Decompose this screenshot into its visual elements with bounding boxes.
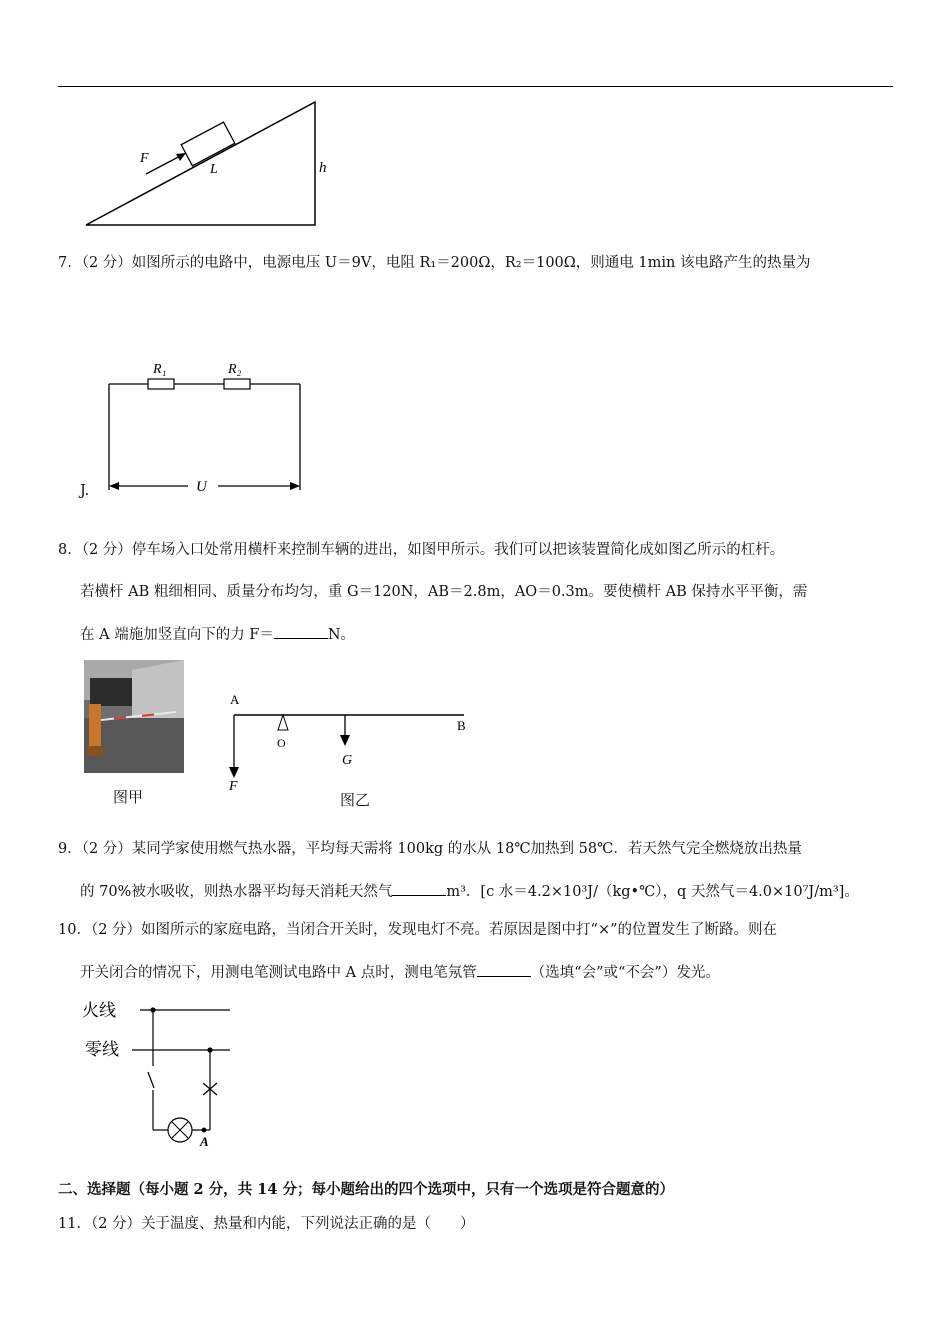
label-f: F [229,779,238,794]
lever-figure [222,688,472,794]
label-l: L [210,162,218,177]
q7-text: 7．（2 分）如图所示的电路中，电源电压 U＝9V，电阻 R₁＝200Ω，R₂＝100Ω，则通电 1min 该电路产生的热量为 [58,255,811,271]
label-u: U [196,479,207,495]
q11-text: 11．（2 分）关于温度、热量和内能，下列说法正确的是（ ） [58,1216,475,1232]
label-neutral: 零线 [85,1040,119,1060]
label-a: A [200,1134,209,1149]
household-circuit [80,994,240,1152]
incline-triangle [86,102,315,225]
switch [148,1072,154,1088]
resistor-r1 [148,379,174,389]
label-b: B [457,718,466,733]
label-a: A [230,692,240,707]
label-r1: R₁ [153,362,167,377]
incline-figure [80,96,340,232]
force-f-arrowhead [229,767,239,778]
u-arrow-right [290,482,300,490]
point-a [202,1128,207,1133]
q8-line3: 在 A 端施加竖直向下的力 F＝ N。 [80,624,355,645]
resistor-r2 [224,379,250,389]
force-g-arrowhead [340,735,350,746]
q10-line2: 开关闭合的情况下，用测电笔测试电路中 A 点时，测电笔氖管 （选填“会”或“不会”）发光。 [80,962,720,983]
label-f: F [140,151,149,166]
q8-line1: 8．（2 分）停车场入口处常用横杆来控制车辆的进出，如图甲所示。我们可以把该装置简化成如图乙所示的杠杆。 [58,542,785,558]
q10-line1: 10．（2 分）如图所示的家庭电路，当闭合开关时，发现电灯不亮。若原因是图中打“×”的位置发生了断路。则在 [58,922,778,938]
answer-blank[interactable] [392,881,446,896]
label-live: 火线 [82,1001,116,1021]
q8-line2: 若横杆 AB 粗细相同、质量分布均匀，重 G＝120N，AB＝2.8m，AO＝0.3m。要使横杆 AB 保持水平平衡，需 [80,584,808,600]
fig-jia-caption: 图甲 [113,788,144,806]
answer-blank[interactable] [274,624,328,639]
q9-line2: 的 70%被水吸收，则热水器平均每天消耗天然气 m³．[c 水＝4.2×10³J/（kg•℃），q 天然气＝4.0×10⁷J/m³]。 [80,881,859,902]
q9-line1: 9．（2 分）某同学家使用燃气热水器，平均每天需将 100kg 的水从 18℃加热到 58℃．若天然气完全燃烧放出热量 [58,841,802,857]
answer-blank[interactable] [477,962,531,977]
fig-yi-caption: 图乙 [340,791,371,809]
label-r2: R₂ [228,362,242,377]
parking-photo [84,660,184,773]
label-h: h [319,160,327,176]
u-arrow-left [109,482,119,490]
label-g: G [342,753,353,768]
header-rule [58,86,893,87]
q7-tail: J. [80,483,90,499]
circuit-q7 [100,356,310,496]
label-o: O [277,736,286,750]
section-title: 二、选择题（每小题 2 分，共 14 分；每小题给出的四个选项中，只有一个选项是符合题意的） [58,1181,674,1198]
fulcrum [278,715,288,730]
